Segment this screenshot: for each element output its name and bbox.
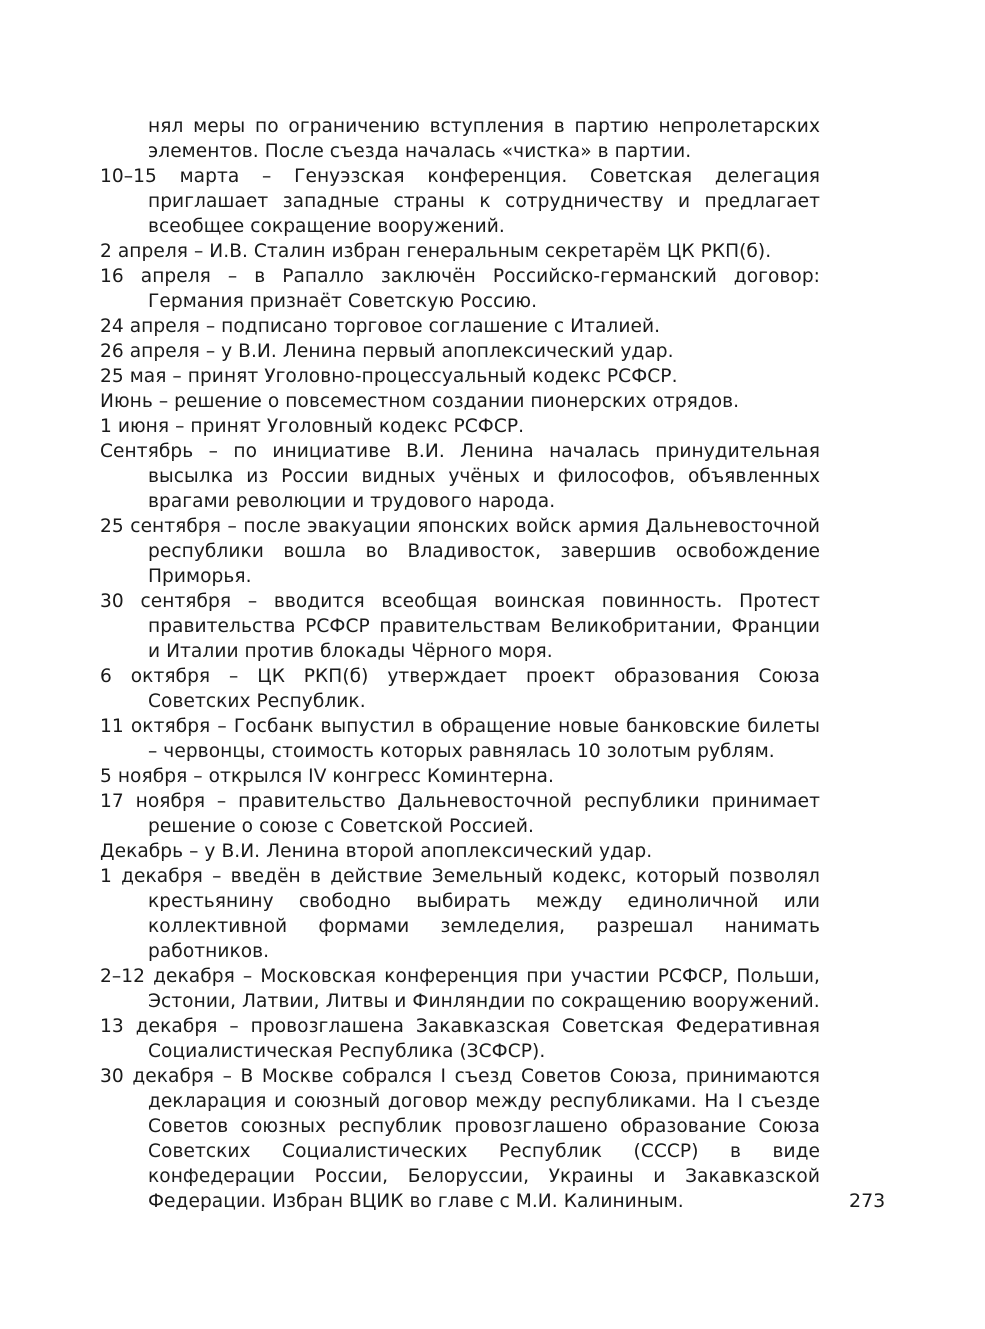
- entry-16-april: 16 апреля – в Рапалло заключён Российско-германский договор: Германия признаёт Советскую Россию.: [100, 266, 820, 312]
- entry-december: Декабрь – у В.И. Ленина второй апоплексический удар.: [100, 841, 653, 862]
- chronology-text: [100, 114, 820, 1214]
- entry-1-june: 1 июня – принят Уголовный кодекс РСФСР.: [100, 416, 525, 437]
- entry-june: Июнь – решение о повсеместном создании пионерских отрядов.: [100, 391, 740, 412]
- entry-13-december: 13 декабря – провозглашена Закавказская Советская Федеративная Социалистическая Республика (ЗСФСР).: [100, 1016, 820, 1062]
- entry-24-april: 24 апреля – подписано торговое соглашение с Италией.: [100, 316, 661, 337]
- entry-continuation: нял меры по ограничению вступления в партию непролетарских элементов. После съезда началась «чистка» в партии.: [148, 116, 820, 162]
- entry-1-december: 1 декабря – введён в действие Земельный кодекс, который позволял крестьянину свободно выбирать между единоличной или коллективной формами земледелия, разрешал нанимать работников.: [100, 866, 820, 962]
- entry-11-october: 11 октября – Госбанк выпустил в обращение новые банковские билеты – червонцы, стоимость которых равнялась 10 золотым рублям.: [100, 716, 820, 762]
- entry-10-15-march: 10–15 марта – Генуэзская конференция. Советская делегация приглашает западные страны к сотрудничеству и предлагает всеобщее сокращение вооружений.: [100, 166, 820, 237]
- entry-september: Сентябрь – по инициативе В.И. Ленина началась принудительная высылка из России видных учёных и философов, объявленных врагами революции и трудового народа.: [100, 441, 820, 512]
- entry-2-april: 2 апреля – И.В. Сталин избран генеральным секретарём ЦК РКП(б).: [100, 241, 772, 262]
- entry-17-november: 17 ноября – правительство Дальневосточной республики принимает решение о союзе с Советской Россией.: [100, 791, 820, 837]
- entry-30-september: 30 сентября – вводится всеобщая воинская повинность. Протест правительства РСФСР правительствам Великобритании, Франции и Италии против блокады Чёрного моря.: [100, 591, 820, 662]
- entry-30-december: 30 декабря – В Москве собрался I съезд Советов Союза, принимаются декларация и союзный договор между республиками. На I съезде Советов союзных республик провозглашено образование Союза Советских Социалистических Республик (СССР) в виде конфедерации России, Белоруссии, Украины и Закавказской Федерации. Избран ВЦИК во главе с М.И. Калининым.: [100, 1066, 820, 1212]
- entry-6-october: 6 октября – ЦК РКП(б) утверждает проект образования Союза Советских Республик.: [100, 666, 820, 712]
- entry-26-april: 26 апреля – у В.И. Ленина первый апоплексический удар.: [100, 341, 674, 362]
- entry-25-may: 25 мая – принят Уголовно-процессуальный кодекс РСФСР.: [100, 366, 678, 387]
- entry-25-september: 25 сентября – после эвакуации японских войск армия Дальневосточной республики вошла во Владивосток, завершив освобождение Приморья.: [100, 516, 820, 587]
- entry-5-november: 5 ноября – открылся IV конгресс Коминтерна.: [100, 766, 554, 787]
- page-number: 273: [849, 1190, 886, 1212]
- entry-2-12-december: 2–12 декабря – Московская конференция при участии РСФСР, Польши, Эстонии, Латвии, Литвы и Финляндии по сокращению вооружений.: [100, 966, 820, 1012]
